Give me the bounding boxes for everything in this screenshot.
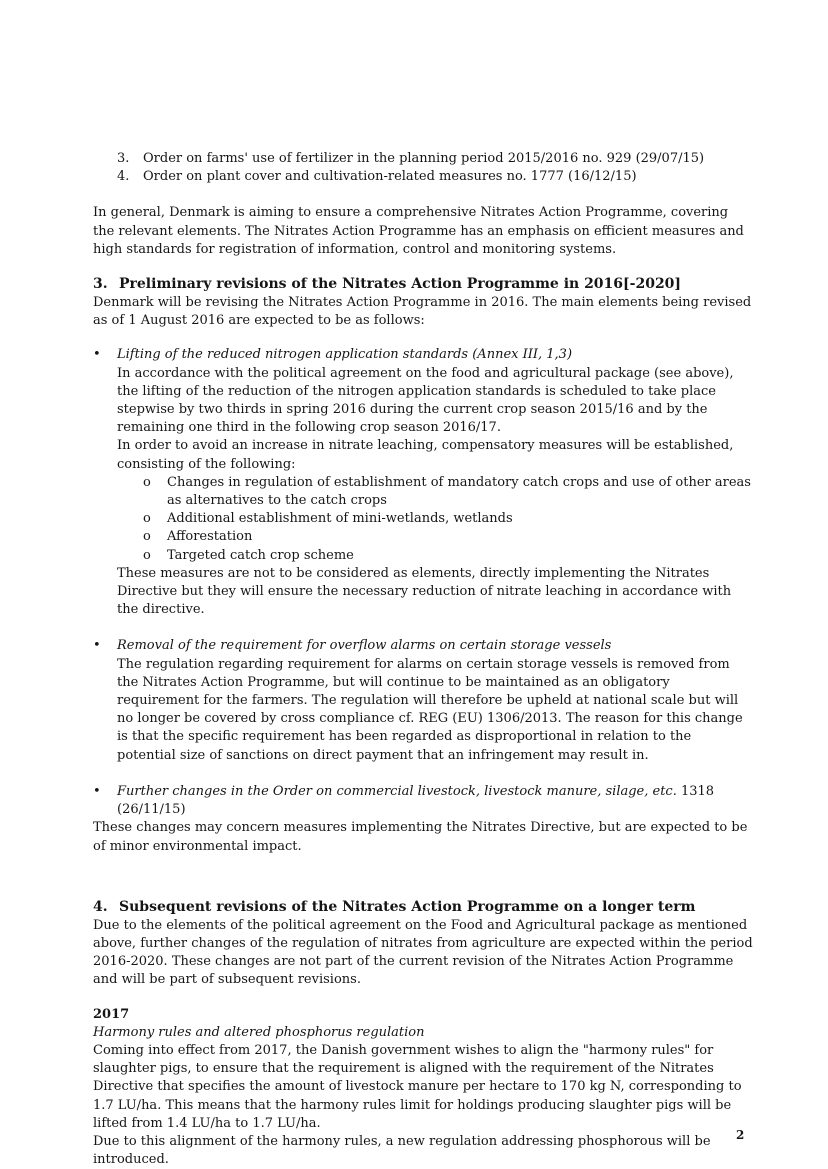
sublist-text: Additional establishment of mini-wetlands, wetlands xyxy=(167,511,513,527)
list-item-text: Order on farms' use of fertilizer in the planning period 2015/2016 no. 929 (29/07/15) xyxy=(143,151,705,166)
section-3-heading xyxy=(93,275,753,294)
intro-paragraph: In general, Denmark is aiming to ensure a comprehensive Nitrates Action Programme, covering the relevant elements. The Nitrates Action Programme has an emphasis on efficient measures and high standards for registration of information, control and monitoring systems. xyxy=(93,205,744,257)
bullet-title: Further changes in the Order on commercial livestock, livestock manure, silage, etc. xyxy=(117,783,677,799)
section-3-title: Preliminary revisions of the Nitrates Action Programme in 2016[-2020] xyxy=(119,276,682,293)
bullet-body: In accordance with the political agreement on the food and agricultural package (see above), the lifting of the reduction of the nitrogen application standards is scheduled to take place stepwise by two thirds in spring 2016 during the current crop season 2015/16 and by the remaining one third in the following crop season 2016/17. xyxy=(117,365,734,436)
sublist-item xyxy=(143,510,753,528)
page-content xyxy=(93,150,753,1169)
sublist-text: Targeted catch crop scheme xyxy=(167,547,354,563)
bullet-title-line xyxy=(117,783,753,819)
bullet-marker: • xyxy=(93,638,101,654)
bullet-title: Removal of the requirement for overflow alarms on certain storage vessels xyxy=(117,638,612,654)
sublist-item xyxy=(143,528,753,546)
list-item xyxy=(117,168,753,186)
bullet-marker: • xyxy=(93,783,101,799)
bullet-item xyxy=(93,637,753,764)
measures-sublist xyxy=(143,474,753,565)
list-item-number: 3. xyxy=(117,151,130,166)
section-4-title: Subsequent revisions of the Nitrates Action Programme on a longer term xyxy=(119,898,696,915)
revision-bullet-list xyxy=(93,346,753,819)
section-4-number: 4. xyxy=(93,898,108,915)
bullet-body: In order to avoid an increase in nitrate leaching, compensatory measures will be established, consisting of the following: xyxy=(117,438,734,472)
bullet-title: Lifting of the reduced nitrogen application standards (Annex III, 1,3) xyxy=(117,347,573,363)
sublist-item xyxy=(143,547,753,565)
section-4-intro: Due to the elements of the political agreement on the Food and Agricultural package as mentioned above, further changes of the regulation of nitrates from agriculture are expected within the period 2016-2020. These changes are not part of the current revision of the Nitrates Action Programme and will be part of subsequent revisions. xyxy=(93,917,753,988)
section-4-heading xyxy=(93,898,753,917)
bullet-marker: • xyxy=(93,347,101,363)
list-item-number: 4. xyxy=(117,169,130,185)
bullet-body: The regulation regarding requirement for alarms on certain storage vessels is removed from the Nitrates Action Programme, but will continue to be maintained as an obligatory requirement for the farmers. The regulation will therefore be upheld at national scale but will no longer be covered by cross compliance cf. REG (EU) 1306/2013. The reason for this change is that the specific requirement has been regarded as disproportional in relation to the potential size of sanctions on direct payment that an infringement may result in. xyxy=(117,656,743,763)
sublist-text: Afforestation xyxy=(167,529,253,545)
page-number: 2 xyxy=(736,1128,745,1142)
list-item-text: Order on plant cover and cultivation-related measures no. 1777 (16/12/15) xyxy=(143,169,637,185)
sublist-marker: o xyxy=(143,547,151,563)
sublist-marker: o xyxy=(143,529,151,545)
sublist-marker: o xyxy=(143,511,151,527)
section-3-number: 3. xyxy=(93,276,108,293)
list-item xyxy=(117,150,753,168)
body-paragraph: Due to this alignment of the harmony rules, a new regulation addressing phosphorous will be introduced. xyxy=(93,1133,711,1168)
sublist-item xyxy=(143,474,753,510)
sublist-marker: o xyxy=(143,474,151,490)
bullet-item xyxy=(93,346,753,619)
subheading: Harmony rules and altered phosphorus regulation xyxy=(93,1024,425,1040)
bullet-body: These measures are not to be considered as elements, directly implementing the Nitrates Directive but they will ensure the necessary reduction of nitrate leaching in accordance with the directive. xyxy=(117,565,732,618)
section-3-closing: These changes may concern measures implementing the Nitrates Directive, but are expected to be of minor environmental impact. xyxy=(93,820,748,854)
bullet-item xyxy=(93,783,753,819)
bullet-title-suffix: 1318 (26/11/15) xyxy=(117,783,715,818)
numbered-list xyxy=(117,150,753,186)
year-heading: 2017 xyxy=(93,1006,130,1022)
sublist-text: Changes in regulation of establishment of mandatory catch crops and use of other areas as alternatives to the catch crops xyxy=(167,474,751,509)
body-paragraph: Coming into effect from 2017, the Danish government wishes to align the "harmony rules" for slaughter pigs, to ensure that the requirement is aligned with the requirement of the Nitrates Directive that specifies the amount of livestock manure per hectare to 170 kg N, corresponding to 1.7 LU/ha. This means that the harmony rules limit for holdings producing slaughter pigs will be lifted from 1.4 LU/ha to 1.7 LU/ha. xyxy=(93,1042,742,1131)
section-3-intro: Denmark will be revising the Nitrates Action Programme in 2016. The main elements being revised as of 1 August 2016 are expected to be as follows: xyxy=(93,295,752,329)
